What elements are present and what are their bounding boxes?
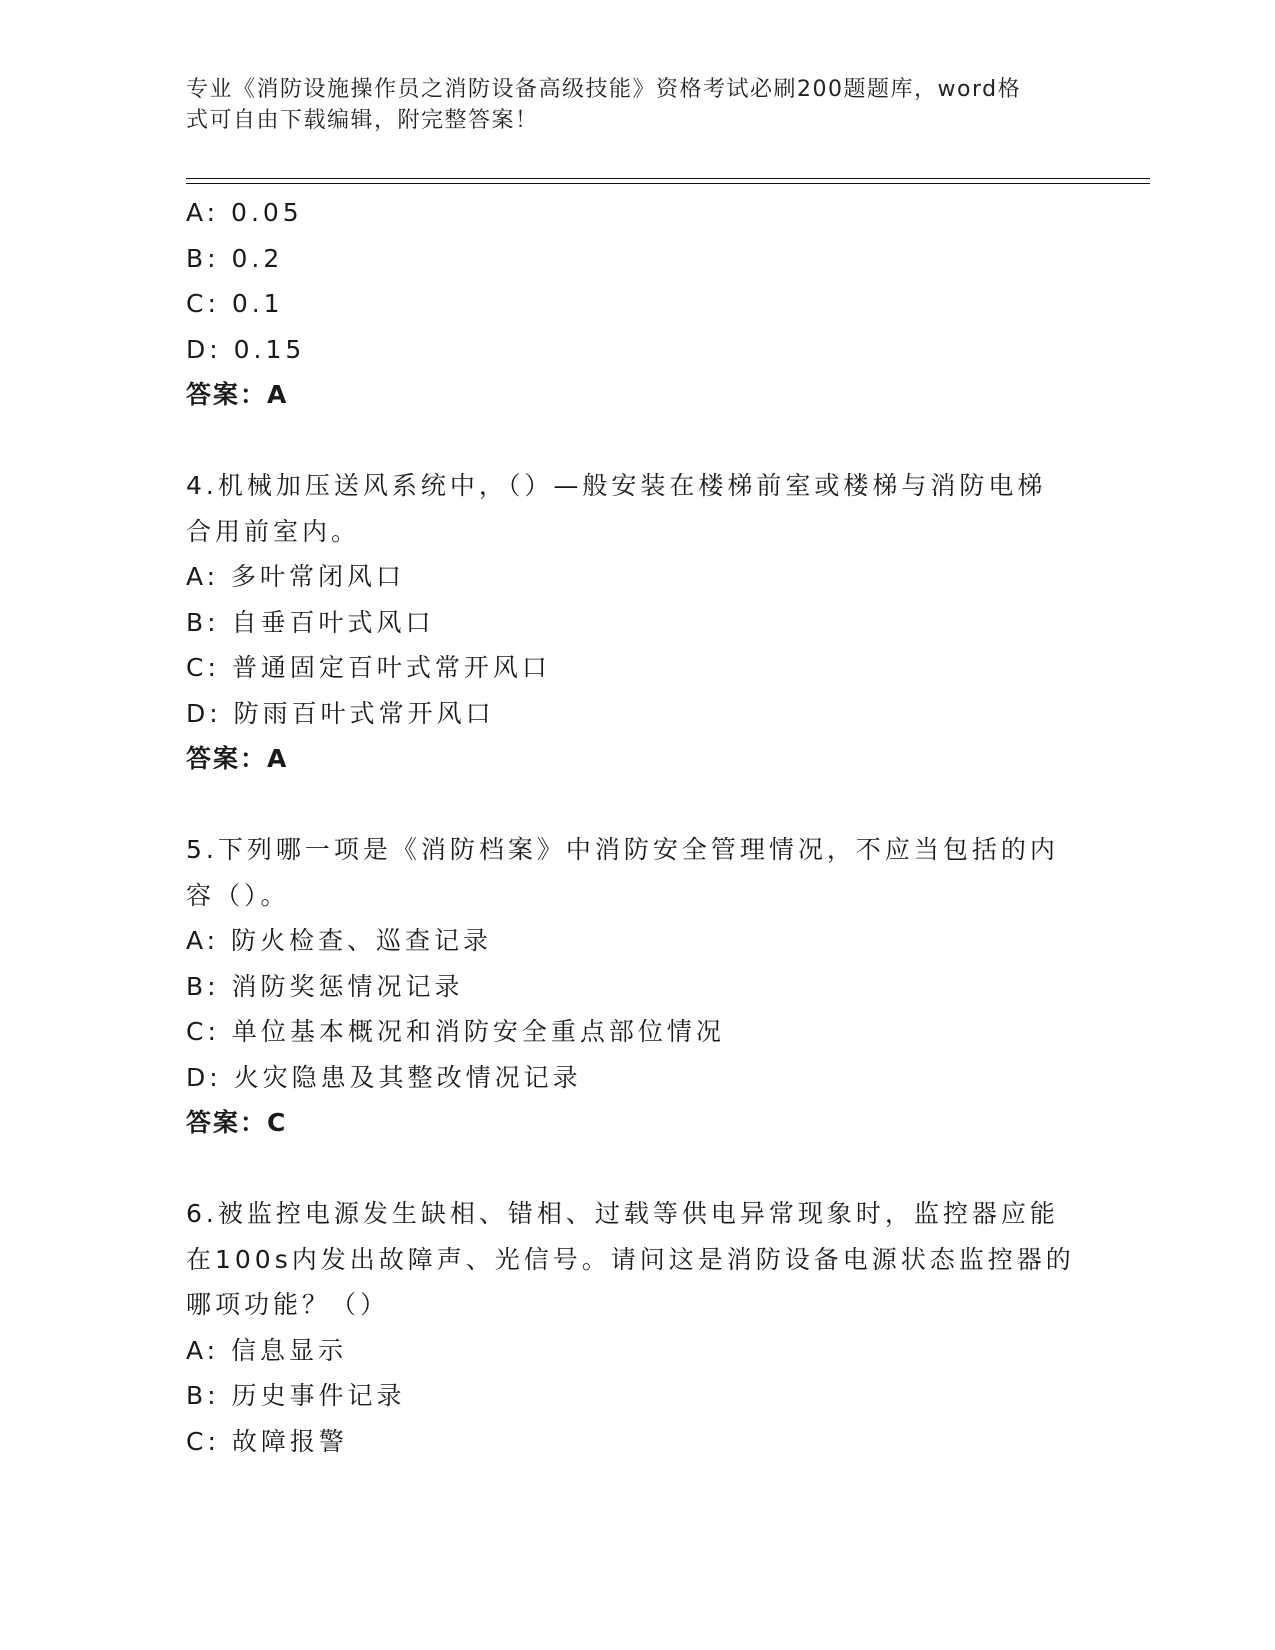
header-divider-bottom	[186, 183, 1150, 184]
header-line-2: 式可自由下载编辑，附完整答案！	[186, 108, 539, 133]
option-c: C: 0.1	[186, 289, 284, 318]
answer: 答案：A	[186, 380, 289, 409]
option-c: C: 故障报警	[186, 1426, 348, 1456]
question-4	[186, 463, 1086, 782]
option-a: A: 多叶常闭风口	[186, 562, 406, 591]
option-a: A: 防火检查、巡查记录	[186, 926, 493, 955]
question-text-line-2: 在100s内发出故障声、光信号。请问这是消防设备电源状态监控器的	[186, 1244, 1075, 1274]
option-b: B: 0.2	[186, 243, 284, 273]
question-5	[186, 827, 1086, 1146]
question-list	[186, 190, 1086, 1464]
question-6	[186, 1191, 1086, 1464]
option-b: B: 消防奖惩情况记录	[186, 971, 464, 1001]
answer: 答案：C	[186, 1108, 288, 1137]
option-b: B: 自垂百叶式风口	[186, 607, 435, 637]
question-text-line-1: 5.下列哪一项是《消防档案》中消防安全管理情况，不应当包括的内	[186, 835, 1059, 864]
document-header	[186, 74, 1066, 136]
spacer	[186, 1146, 1086, 1192]
question-text-line-2: 合用前室内。	[186, 516, 361, 546]
option-d: D: 火灾隐患及其整改情况记录	[186, 1062, 582, 1092]
header-line-1: 专业《消防设施操作员之消防设备高级技能》资格考试必刷200题题库，word格	[186, 77, 1022, 102]
header-divider-top	[186, 178, 1150, 179]
option-c: C: 单位基本概况和消防安全重点部位情况	[186, 1017, 725, 1046]
question-text-line-3: 哪项功能？（）	[186, 1290, 390, 1319]
option-d: D: 0.15	[186, 334, 306, 364]
question-text-line-2: 容（）。	[186, 880, 290, 910]
option-c: C: 普通固定百叶式常开风口	[186, 653, 551, 682]
option-b: B: 历史事件记录	[186, 1381, 406, 1410]
question-text-line-1: 4.机械加压送风系统中，（）—般安装在楼梯前室或楼梯与消防电梯	[186, 471, 1047, 500]
spacer	[186, 418, 1086, 464]
answer: 答案：A	[186, 744, 289, 773]
question-3	[186, 190, 1086, 418]
spacer	[186, 782, 1086, 828]
option-a: A: 0.05	[186, 198, 303, 227]
option-a: A: 信息显示	[186, 1335, 348, 1365]
question-text-line-1: 6.被监控电源发生缺相、错相、过载等供电异常现象时，监控器应能	[186, 1199, 1059, 1228]
option-d: D: 防雨百叶式常开风口	[186, 698, 495, 728]
